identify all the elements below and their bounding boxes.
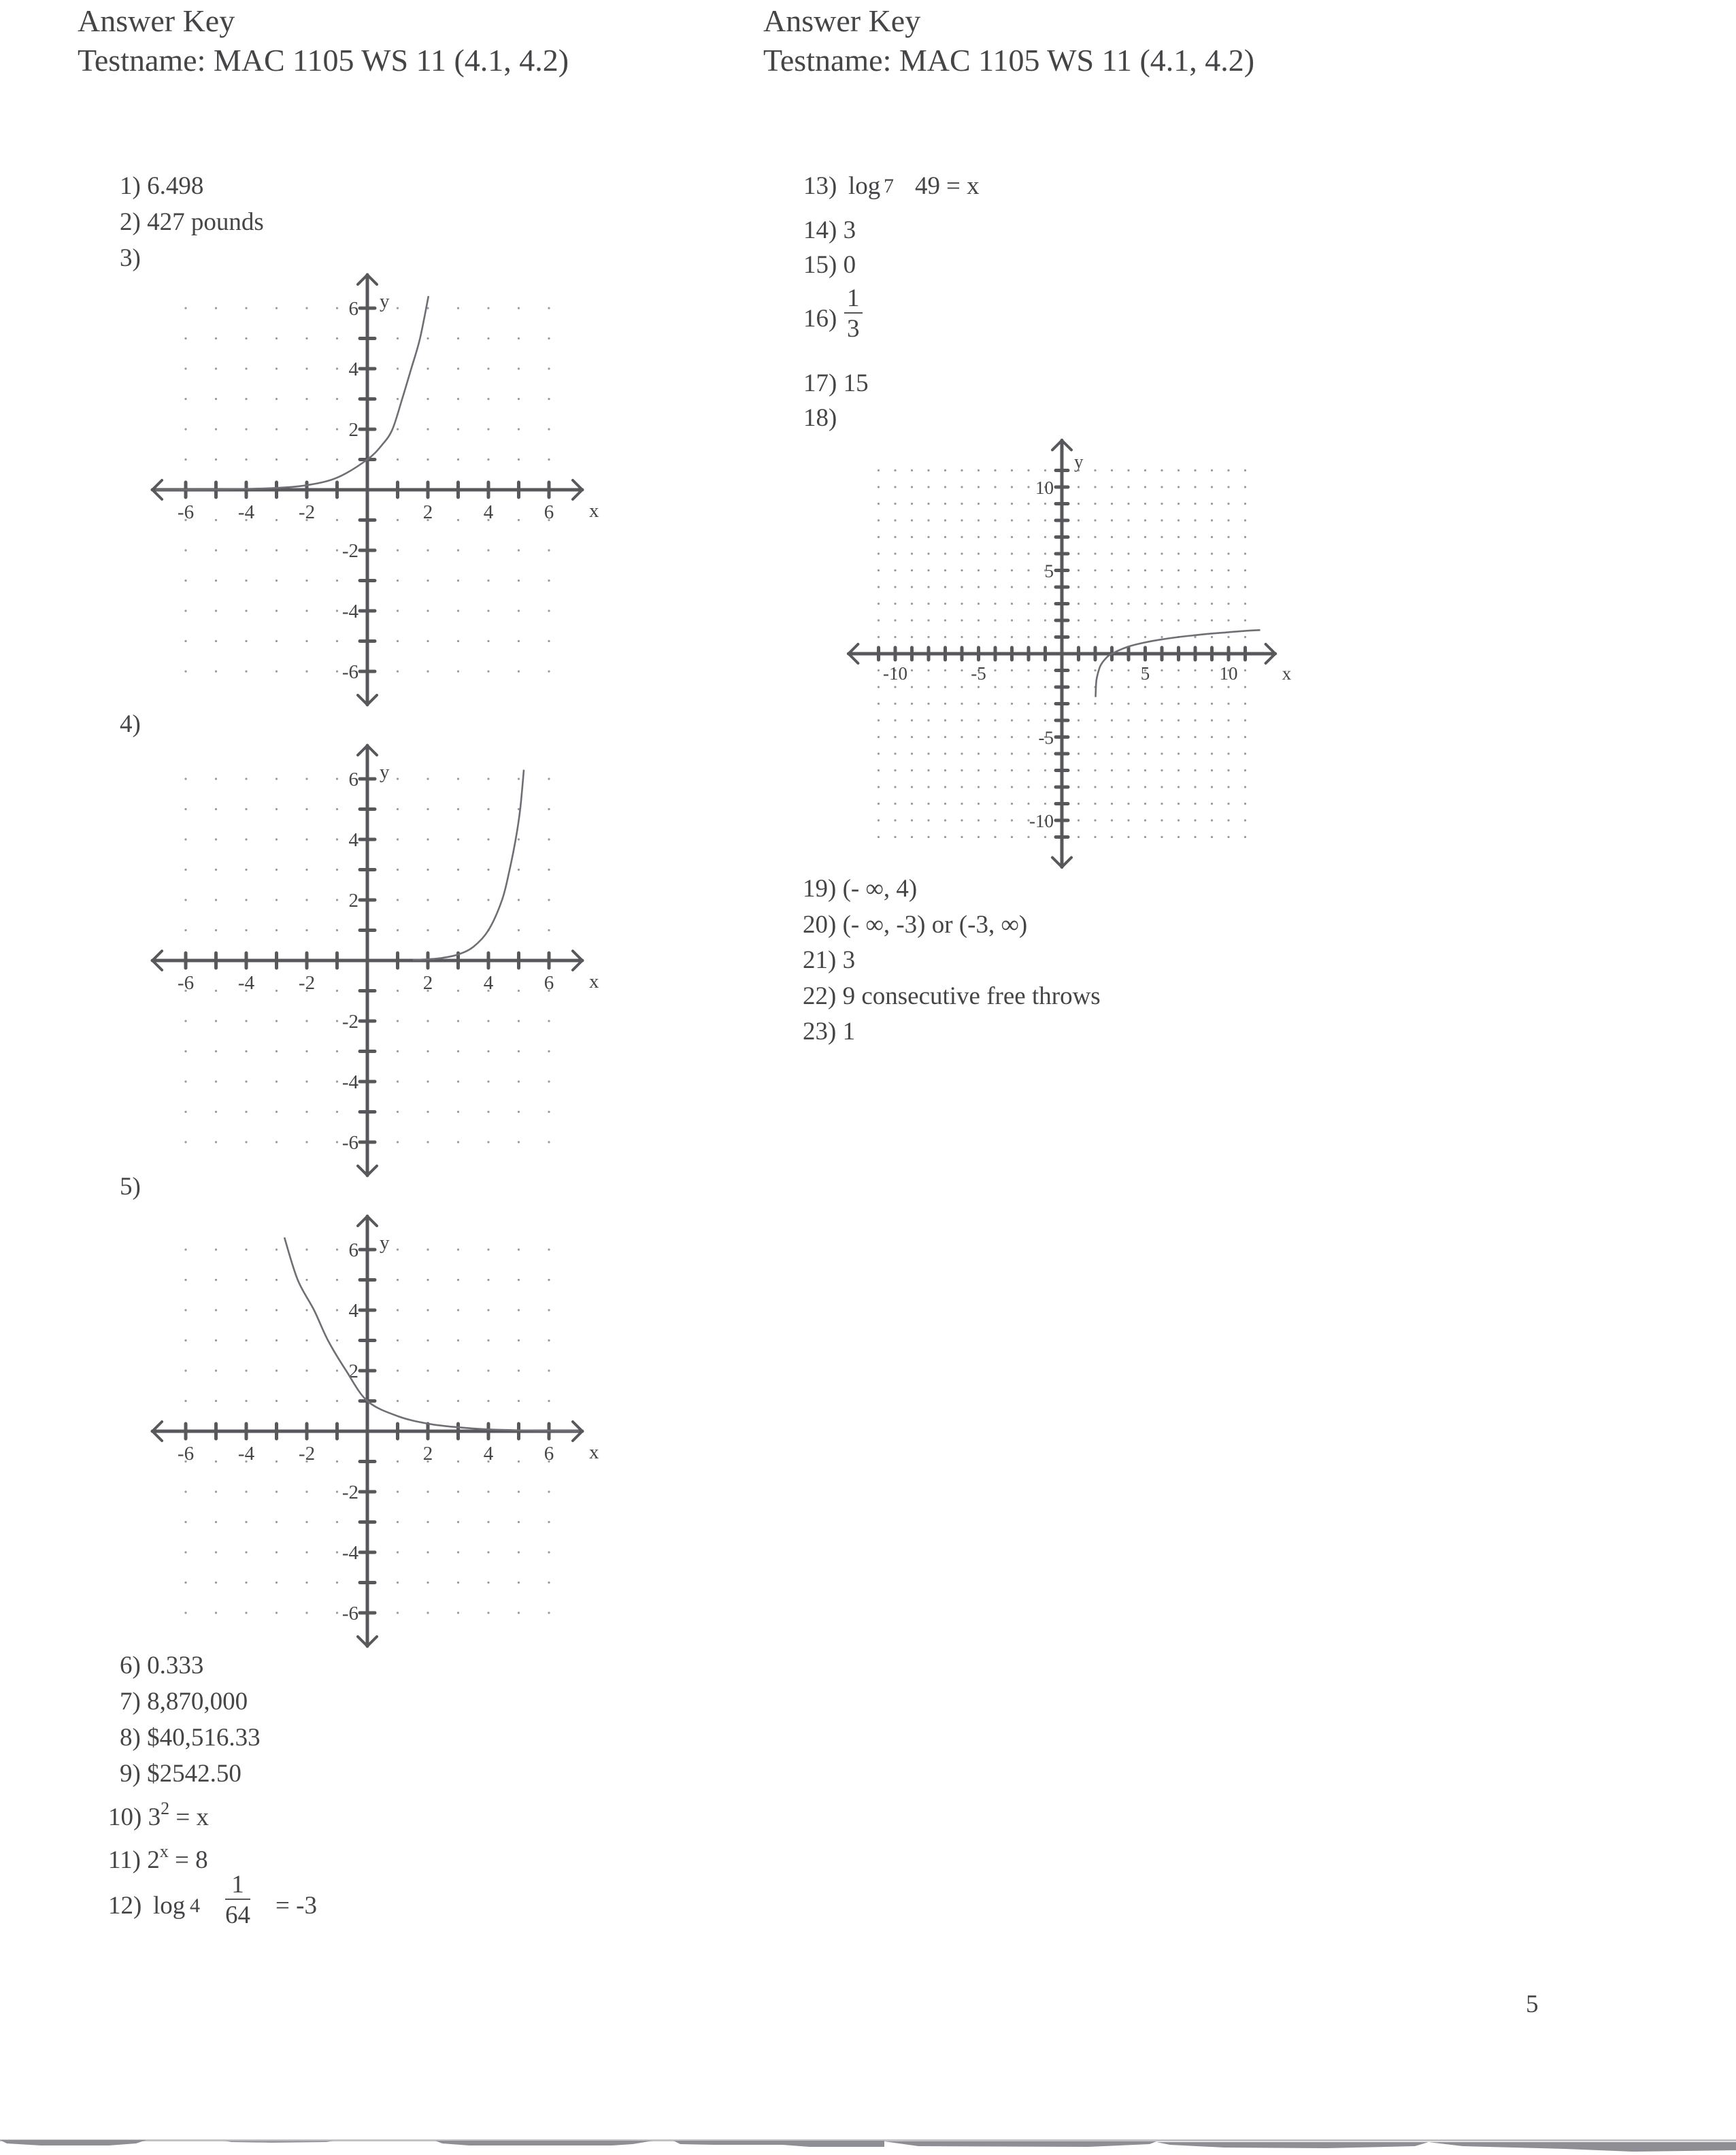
answer-value: 3 bbox=[842, 946, 856, 974]
svg-text:-6: -6 bbox=[341, 661, 358, 683]
svg-text:-4: -4 bbox=[341, 1542, 358, 1564]
svg-text:-2: -2 bbox=[298, 501, 316, 523]
answer-value: (- ∞, -3) or (-3, ∞) bbox=[842, 911, 1028, 939]
svg-text:-2: -2 bbox=[341, 1011, 358, 1033]
equation-rest: = -3 bbox=[276, 1892, 317, 1920]
exponent-base: 2 bbox=[147, 1846, 160, 1874]
answer-21 bbox=[803, 948, 855, 973]
answer-label: 19) bbox=[803, 875, 837, 903]
answer-label: 1) bbox=[120, 172, 141, 200]
equation-rest: = x bbox=[176, 1803, 209, 1831]
answer-label: 20) bbox=[803, 911, 837, 939]
svg-text:4: 4 bbox=[483, 972, 494, 994]
header-right-testname: Testname: MAC 1105 WS 11 (4.1, 4.2) bbox=[763, 43, 1255, 78]
log-text: log bbox=[848, 172, 881, 200]
svg-text:10: 10 bbox=[1035, 478, 1054, 498]
answer-label: 16) bbox=[803, 305, 837, 333]
answer-19 bbox=[803, 876, 917, 901]
answer-value: 15 bbox=[843, 369, 869, 397]
answer-label: 13) bbox=[803, 172, 837, 200]
svg-text:2: 2 bbox=[348, 419, 358, 441]
svg-text:10: 10 bbox=[1219, 663, 1238, 684]
log-base: 7 bbox=[884, 175, 894, 197]
svg-text:-10: -10 bbox=[1029, 811, 1054, 831]
svg-text:-6: -6 bbox=[341, 1603, 358, 1624]
denominator: 64 bbox=[225, 1901, 250, 1929]
svg-text:4: 4 bbox=[348, 358, 358, 380]
x-axis-label: x bbox=[1282, 663, 1292, 684]
answer-value: 6.498 bbox=[147, 172, 204, 200]
svg-text:5: 5 bbox=[1140, 663, 1150, 684]
answer-23 bbox=[803, 1019, 855, 1044]
log-base: 4 bbox=[190, 1894, 200, 1917]
svg-text:-4: -4 bbox=[237, 972, 255, 994]
answer-label: 9) bbox=[120, 1760, 141, 1788]
page-number: 5 bbox=[1526, 1990, 1539, 2018]
log-text: log bbox=[153, 1892, 186, 1920]
answer-label: 23) bbox=[803, 1018, 837, 1046]
answer-label: 7) bbox=[120, 1688, 141, 1716]
svg-text:-6: -6 bbox=[177, 972, 195, 994]
answer-value: 9 consecutive free throws bbox=[842, 982, 1101, 1010]
exponent-base: 3 bbox=[148, 1803, 161, 1831]
svg-text:-4: -4 bbox=[237, 501, 255, 523]
svg-text:-5: -5 bbox=[971, 663, 986, 684]
answer-value: 1 bbox=[842, 1018, 856, 1046]
svg-text:5: 5 bbox=[1044, 561, 1054, 582]
log-argument: 49 bbox=[915, 172, 940, 200]
denominator: 3 bbox=[847, 315, 860, 343]
y-axis-label: y bbox=[380, 290, 390, 313]
exponent: x bbox=[159, 1841, 169, 1861]
svg-text:4: 4 bbox=[348, 1300, 358, 1322]
svg-text:6: 6 bbox=[544, 1443, 554, 1465]
svg-text:-2: -2 bbox=[341, 540, 358, 562]
svg-text:2: 2 bbox=[422, 501, 433, 523]
answer-value: 427 pounds bbox=[147, 208, 264, 236]
answer-label: 22) bbox=[803, 982, 837, 1010]
scan-edge-divider bbox=[0, 2138, 1736, 2155]
exponent: 2 bbox=[161, 1799, 170, 1818]
svg-text:4: 4 bbox=[348, 829, 358, 851]
svg-text:-10: -10 bbox=[883, 663, 907, 684]
svg-text:6: 6 bbox=[348, 769, 358, 790]
svg-text:-2: -2 bbox=[298, 1443, 316, 1465]
svg-text:2: 2 bbox=[422, 1443, 433, 1465]
x-axis-label: x bbox=[588, 500, 599, 522]
svg-text:6: 6 bbox=[348, 1239, 358, 1261]
svg-text:-6: -6 bbox=[341, 1132, 358, 1154]
answer-label: 11) bbox=[108, 1846, 141, 1874]
answer-label: 6) bbox=[120, 1652, 141, 1680]
svg-text:-6: -6 bbox=[177, 501, 195, 523]
equation-rest: = 8 bbox=[174, 1846, 208, 1874]
answer-value: 3 bbox=[843, 216, 856, 244]
answer-label: 10) bbox=[108, 1803, 142, 1831]
svg-text:-2: -2 bbox=[298, 972, 316, 994]
numerator: 1 bbox=[225, 1872, 250, 1900]
answer-18-label: 18) bbox=[803, 404, 837, 432]
answer-value: $2542.50 bbox=[147, 1760, 241, 1788]
svg-text:4: 4 bbox=[483, 1443, 494, 1465]
answer-label: 17) bbox=[803, 369, 837, 397]
answer-label: 2) bbox=[120, 208, 141, 236]
y-axis-label: y bbox=[1074, 451, 1084, 472]
equation-rest: = x bbox=[946, 172, 980, 200]
answer-label: 12) bbox=[108, 1892, 142, 1920]
svg-text:6: 6 bbox=[348, 298, 358, 320]
header-left-title: Answer Key bbox=[78, 3, 235, 38]
svg-text:-4: -4 bbox=[341, 1071, 358, 1093]
answer-value: (- ∞, 4) bbox=[842, 875, 918, 903]
answer-22 bbox=[803, 984, 1101, 1009]
svg-text:2: 2 bbox=[348, 890, 358, 912]
answer-value: 8,870,000 bbox=[147, 1688, 248, 1716]
answer-label: 14) bbox=[803, 216, 837, 244]
answer-label: 21) bbox=[803, 946, 837, 974]
svg-text:-6: -6 bbox=[177, 1443, 195, 1465]
y-axis-label: y bbox=[380, 1232, 390, 1254]
svg-text:2: 2 bbox=[422, 972, 433, 994]
x-axis-label: x bbox=[588, 971, 599, 992]
svg-text:-4: -4 bbox=[341, 601, 358, 622]
svg-text:-2: -2 bbox=[341, 1482, 358, 1503]
svg-text:2: 2 bbox=[348, 1360, 358, 1382]
svg-text:4: 4 bbox=[483, 501, 494, 523]
answer-value: 0 bbox=[843, 251, 856, 279]
header-right-title: Answer Key bbox=[763, 3, 921, 38]
svg-text:6: 6 bbox=[544, 501, 554, 523]
svg-text:6: 6 bbox=[544, 972, 554, 994]
svg-text:-4: -4 bbox=[237, 1443, 255, 1465]
answer-20 bbox=[803, 912, 1027, 937]
answer-label: 8) bbox=[120, 1724, 141, 1752]
answer-5-label: 5) bbox=[120, 1173, 141, 1201]
svg-text:-5: -5 bbox=[1038, 727, 1054, 748]
tick-labels bbox=[883, 451, 1292, 831]
x-axis-label: x bbox=[588, 1441, 599, 1463]
numerator: 1 bbox=[844, 286, 863, 314]
answer-label: 15) bbox=[803, 251, 837, 279]
answer-4-label: 4) bbox=[120, 710, 141, 738]
answer-3-label: 3) bbox=[120, 244, 141, 272]
y-axis-label: y bbox=[380, 761, 390, 784]
answer-value: $40,516.33 bbox=[147, 1724, 261, 1752]
answer-value: 0.333 bbox=[147, 1652, 204, 1680]
header-left-testname: Testname: MAC 1105 WS 11 (4.1, 4.2) bbox=[78, 43, 569, 78]
